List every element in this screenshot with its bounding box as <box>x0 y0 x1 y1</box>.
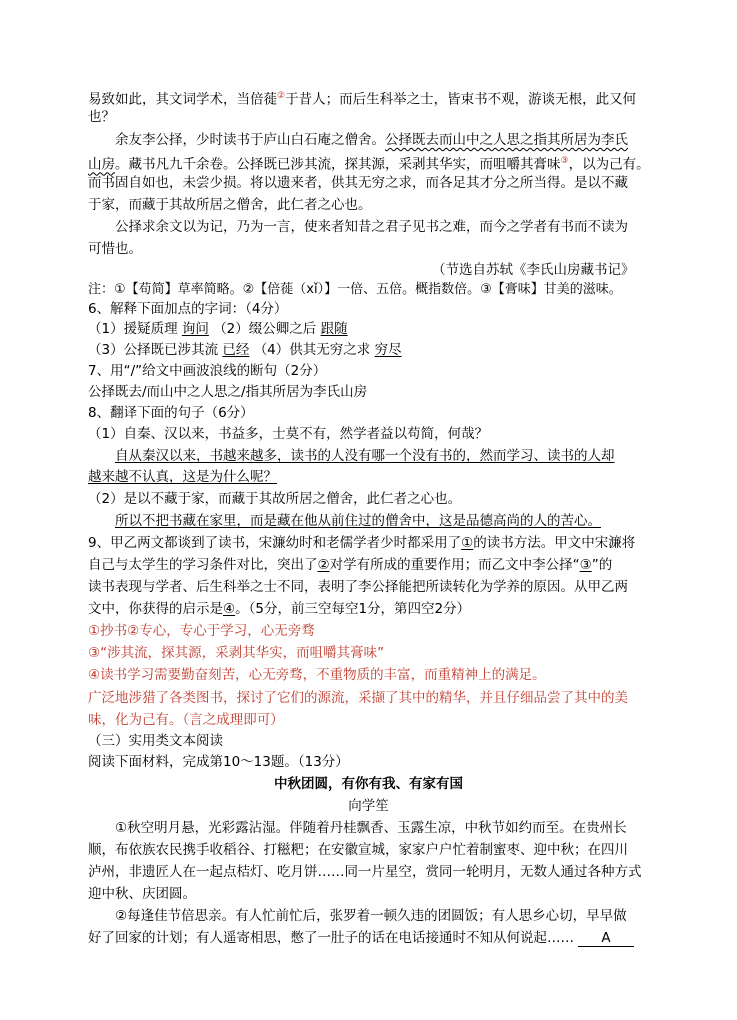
blank-a: A <box>578 930 634 947</box>
q8-answer: 自从秦汉以来，书越来越多，读书的人没有哪一个没有书的，然而学习、读书的人却 <box>115 448 615 464</box>
q8-title: 8、翻译下面的句子（6分） <box>88 405 254 421</box>
article-paragraph: 迎中秋、庆团圆。 <box>88 886 196 902</box>
q9-text: 读书表现与学者、后生科举之士不同，表明了李公择能把所读转化为学养的原因。从甲乙两 <box>88 579 628 595</box>
q9-text: 文中，你获得的启示是④。（5分，前三空每空1分，第四空2分） <box>88 601 471 617</box>
passage-line: 余友李公择，少时读书于庐山白石庵之僧舍。公择既去而山中之人思之指其所居为李氏 <box>115 132 628 148</box>
passage-line: 山房。藏书凡九千余卷。公择既已涉其流，探其源，采剥其华实，而咀嚼其膏味③，以为己有。 <box>88 156 650 173</box>
q7-answer: 公择既去/而山中之人思之/指其所居为李氏山房 <box>88 384 368 400</box>
q7-title: 7、用“/”给文中画波浪线的断句（2分） <box>88 363 327 379</box>
passage-line: 易致如此，其文词学术，当倍蓰②于昔人；而后生科举之士，皆束书不观，游谈无根，此又何 <box>88 91 637 108</box>
passage-source: （节选自苏轼《李氏山房藏书记》 <box>432 262 635 278</box>
passage-line: 于家，而藏于其故所居之僧舍，此仁者之心也。 <box>88 197 372 213</box>
article-paragraph: ②每逢佳节倍思亲。有人忙前忙后，张罗着一顿久违的团圆饭；有人思乡心切，早早做 <box>115 908 627 924</box>
q8-answer: 所以不把书藏在家里，而是藏在他从前住过的僧舍中，这是品德高尚的人的苦心。 <box>115 513 601 529</box>
passage-line: 公择求余文以为记，乃为一言，使来者知昔之君子见书之难，而今之学者有书而不读为 <box>115 219 628 235</box>
passage-line: 而书固自如也，未尝少损。将以遗来者，供其无穷之求，而各足其才分之所当得。是以不藏 <box>88 175 628 191</box>
section-heading: （三）实用类文本阅读 <box>88 733 223 749</box>
article-title: 中秋团圆，有你有我、有家有国 <box>274 776 463 792</box>
article-paragraph: ①秋空明月悬，光彩露沾湿。伴随着丹桂飘香、玉露生凉，中秋节如约而至。在贵州长 <box>115 820 627 836</box>
passage-line: 也？ <box>88 109 115 125</box>
q9-text: 9、甲乙两文都谈到了读书，宋濂幼时和老儒学者少时都采用了①的读书方法。甲文中宋濂将 <box>88 535 636 551</box>
q9-text: 自己与太学生的学习条件对比，突出了②对学有所成的重要作用；而乙文中李公择“③”的 <box>88 557 613 573</box>
q8-answer: 越来越不认真，这是为什么呢？ <box>88 469 277 485</box>
q8-sentence: （2）是以不藏于家，而藏于其故所居之僧舍，此仁者之心也。 <box>88 491 462 507</box>
article-paragraph: 好了回家的计划；有人遥寄相思，憋了一肚子的话在电话接通时不知从何说起…… A <box>0 928 737 948</box>
passage-note: 注：①【苟简】草率简略。②【倍蓰（xǐ）】一倍、五倍。概指数倍。③【膏味】甘美的滋味。 <box>88 282 622 297</box>
q9-extra: 广泛地涉猎了各类图书，探讨了它们的源流，采撷了其中的精华，并且仔细品尝了其中的美 <box>88 690 628 706</box>
q9-answer: ④读书学习需要勤奋刻苦，心无旁骛，不重物质的丰富，而重精神上的满足。 <box>88 667 546 683</box>
passage-line: 可惜也。 <box>88 241 142 257</box>
q6-title: 6、解释下面加点的字词：（4分） <box>88 301 288 317</box>
q8-sentence: （1）自秦、汉以来，书益多，士莫不有，然学者益以苟简，何哉？ <box>88 426 489 442</box>
q6-line: （3）公择既已涉其流 已经 （4）供其无穷之求 穷尽 <box>88 342 402 358</box>
q9-extra: 味，化为己有。（言之成理即可） <box>88 712 284 728</box>
q9-answer: ③“涉其流，探其源，采剥其华实，而咀嚼其膏味” <box>88 645 385 661</box>
article-paragraph: 顺，布依族农民携手收稻谷、打糍粑；在安徽宣城，家家户户忙着制蜜枣、迎中秋；在四川 <box>88 842 628 858</box>
article-paragraph: 泸州，非遗匠人在一起点桔灯、吃月饼……同一片星空，赏同一轮明月，无数人通过各种方式 <box>88 864 642 880</box>
article-author: 向学笙 <box>348 798 389 814</box>
section-instruction: 阅读下面材料，完成第10～13题。（13分） <box>88 754 349 770</box>
q9-answer: ①抄书②专心，专心于学习，心无旁骛 <box>88 623 315 639</box>
q6-line: （1）援疑质理 询问 （2）缀公卿之后 跟随 <box>88 321 348 337</box>
